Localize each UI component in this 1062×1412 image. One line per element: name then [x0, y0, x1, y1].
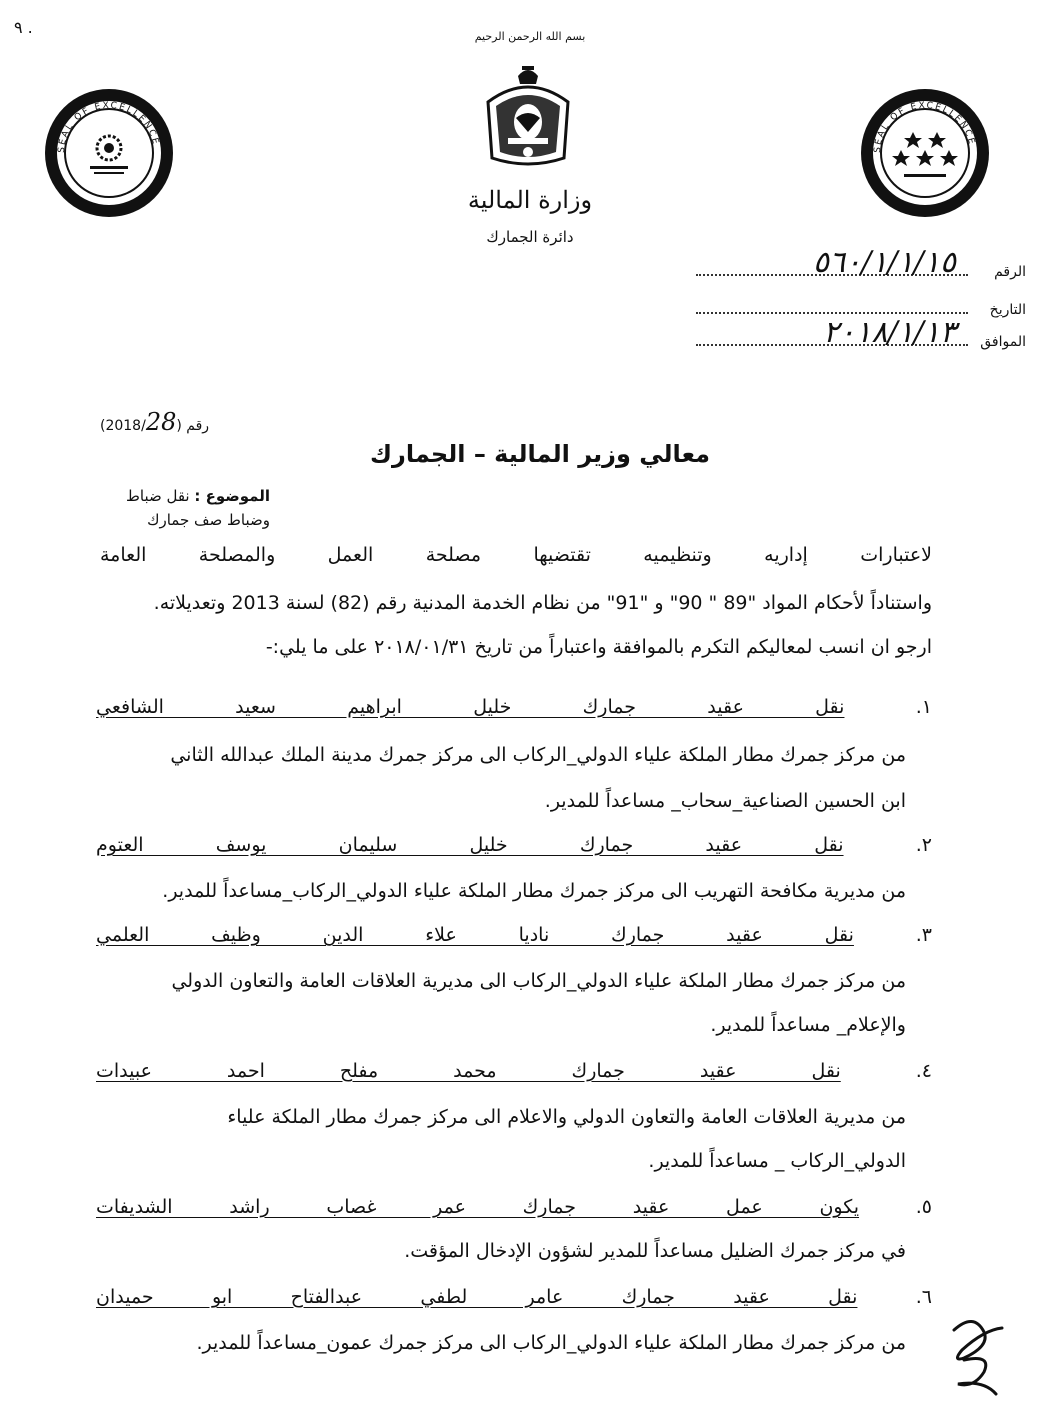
list-item-5-number: ٥.: [915, 1196, 932, 1218]
list-item-2-first: نقل عقيد جمارك خليل سليمان يوسف العتوم: [96, 834, 844, 856]
handwritten-signature: [944, 1310, 1014, 1400]
list-item-6-first: نقل عقيد جمارك عامر لطفي عبدالفتاح ابو حميدان: [96, 1286, 858, 1308]
list-item-4-number: ٤.: [915, 1060, 932, 1082]
list-item-2-title: [96, 834, 932, 856]
meta-date-label: التاريخ: [989, 302, 1026, 318]
reference-prefix: رقم: [186, 418, 210, 434]
subject-line1: نقل ضباط: [126, 487, 190, 505]
list-item-4-line3: الدولي_الركاب _ مساعداً للمدير.: [648, 1150, 906, 1172]
page-mark: ٩ .: [14, 18, 33, 37]
subject-line2: وضباط صف جمارك: [147, 511, 270, 529]
list-item-1-number: ١.: [915, 696, 932, 718]
subject-block: [100, 484, 270, 532]
list-item-5-first: يكون عمل عقيد جمارك عمر غصاب راشد الشديفات: [96, 1196, 860, 1218]
ministry-name: وزارة المالية: [467, 186, 593, 214]
list-item-1-title: [96, 696, 932, 718]
list-item-6-title: [96, 1286, 932, 1308]
list-item-2-number: ٢.: [915, 834, 932, 856]
meta-date-dots: [696, 312, 968, 314]
list-item-4-line2: من مديرية العلاقات العامة والتعاون الدولي والاعلام الى مركز جمرك مطار الملكة علياء: [227, 1106, 906, 1128]
department-name: دائرة الجمارك: [486, 228, 574, 246]
left-excellence-seal: [42, 86, 176, 220]
reference-number: (2018/28) رقم: [100, 408, 210, 436]
reference-year: (2018/: [100, 418, 146, 434]
meta-number-value: ٥٦٠/١/١/١٥: [812, 245, 956, 280]
meta-corresponding-row: [696, 315, 1026, 352]
list-item-4-first: نقل عقيد جمارك محمد مفلح احمد عبيدات: [96, 1060, 841, 1082]
list-item-6-line2: من مركز جمرك مطار الملكة علياء الدولي_الركاب الى مركز جمرك عمون_مساعداً للمدير.: [196, 1332, 906, 1354]
list-item-3-title: [96, 924, 932, 946]
right-excellence-seal: [858, 86, 992, 220]
meta-corresponding-label: الموافق: [980, 334, 1026, 350]
list-item-3-first: نقل عقيد جمارك ناديا علاء الدين وظيف العلمي: [96, 924, 854, 946]
paragraph-2: واستناداً لأحكام المواد "89 " 90" و "91" من نظام الخدمة المدنية رقم (82) لسنة 2013 وتعديلاته.: [153, 592, 932, 614]
basmala: بسم الله الرحمن الرحيم: [474, 30, 586, 43]
list-item-3-number: ٣.: [915, 924, 932, 946]
paragraph-3: ارجو ان انسب لمعاليكم التكرم بالموافقة واعتباراً من تاريخ ٢٠١٨/٠١/٣١ على ما يلي:-: [265, 636, 932, 658]
meta-number-row: [696, 245, 1026, 282]
right-seal-arc-text: SEAL OF EXCELLENCE: [872, 100, 977, 154]
meta-number-label: الرقم: [994, 264, 1026, 280]
paragraph-1: لاعتبارات إداريه وتنظيميه تقتضيها مصلحة العمل والمصلحة العامة: [100, 544, 932, 566]
left-seal-arc-text: SEAL OF EXCELLENCE: [56, 100, 161, 154]
list-item-1-first: نقل عقيد جمارك خليل ابراهيم سعيد الشافعي: [96, 696, 845, 718]
reference-handwritten-number: 28: [145, 408, 177, 436]
coat-of-arms-emblem: [478, 62, 578, 172]
subject-label: الموضوع :: [194, 487, 270, 505]
meta-corresponding-value: ٢٠١٨/١/١٣: [822, 315, 956, 350]
list-item-1-line2: من مركز جمرك مطار الملكة علياء الدولي_الركاب الى مركز جمرك مدينة الملك عبدالله الثاني: [170, 744, 906, 766]
list-item-6-number: ٦.: [915, 1286, 933, 1308]
list-item-1-line3: ابن الحسين الصناعية_سحاب_ مساعداً للمدير.: [544, 790, 906, 812]
list-item-4-title: [96, 1060, 932, 1082]
list-item-5-line2: في مركز جمرك الضليل مساعداً للمدير لشؤون الإدخال المؤقت.: [404, 1240, 906, 1262]
addressee: معالي وزير المالية – الجمارك: [370, 440, 710, 468]
list-item-5-title: [96, 1196, 932, 1218]
list-item-2-line2: من مديرية مكافحة التهريب الى مركز جمرك مطار الملكة علياء الدولي_الركاب_مساعداً للمدير.: [162, 880, 906, 902]
list-item-3-line2: من مركز جمرك مطار الملكة علياء الدولي_الركاب الى مديرية العلاقات العامة والتعاون الدولي: [171, 970, 906, 992]
list-item-3-line3: والإعلام_ مساعداً للمدير.: [710, 1014, 906, 1036]
